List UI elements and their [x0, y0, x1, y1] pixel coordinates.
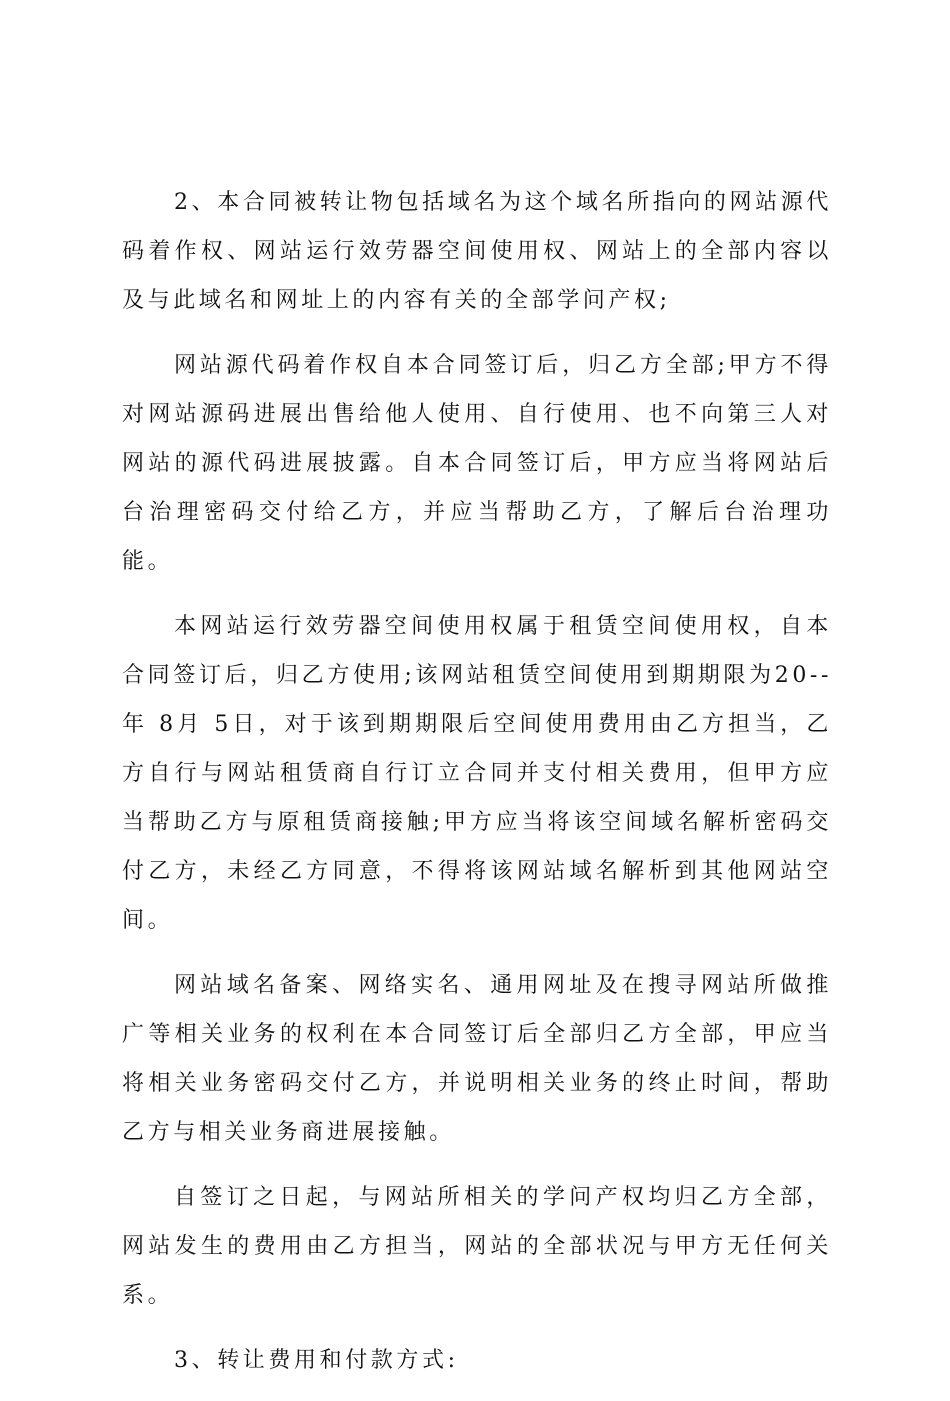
paragraph-ip-ownership: 自签订之日起，与网站所相关的学问产权均归乙方全部，网站发生的费用由乙方担当，网站的全部状况与甲方无任何关系。: [122, 1185, 832, 1308]
paragraph-fee-heading: 3、转让费用和付款方式:: [174, 1348, 459, 1373]
paragraph-source-code-rights: 网站源代码着作权自本合同签订后，归乙方全部;甲方不得对网站源码进展出售给他人使用、自行使用、也不向第三人对网站的源代码进展披露。自本合同签订后，甲方应当将网站后台治理密码交付给乙方，并应当帮助乙方，了解后台治理功能。: [122, 353, 832, 574]
paragraph-domain-services: 网站域名备案、网络实名、通用网址及在搜寻网站所做推广等相关业务的权利在本合同签订后全部归乙方全部，甲应当将相关业务密码交付乙方，并说明相关业务的终止时间，帮助乙方与相关业务商进展接触。: [122, 973, 832, 1145]
document-body: [122, 178, 832, 1401]
paragraph-server-space-rights: 本网站运行效劳器空间使用权属于租赁空间使用权，自本合同签订后，归乙方使用;该网站租赁空间使用到期期限为20--年 8月 5日，对于该到期期限后空间使用费用由乙方担当，乙方自行与网站租赁商自行订立合同并支付相关费用，但甲方应当帮助乙方与原租赁商接触;甲方应当将该空间域名解析密码交付乙方，未经乙方同意，不得将该网站域名解析到其他网站空间。: [122, 614, 832, 933]
paragraph-transfer-scope: 2、本合同被转让物包括域名为这个域名所指向的网站源代码着作权、网站运行效劳器空间使用权、网站上的全部内容以及与此域名和网址上的内容有关的全部学问产权;: [122, 190, 832, 313]
